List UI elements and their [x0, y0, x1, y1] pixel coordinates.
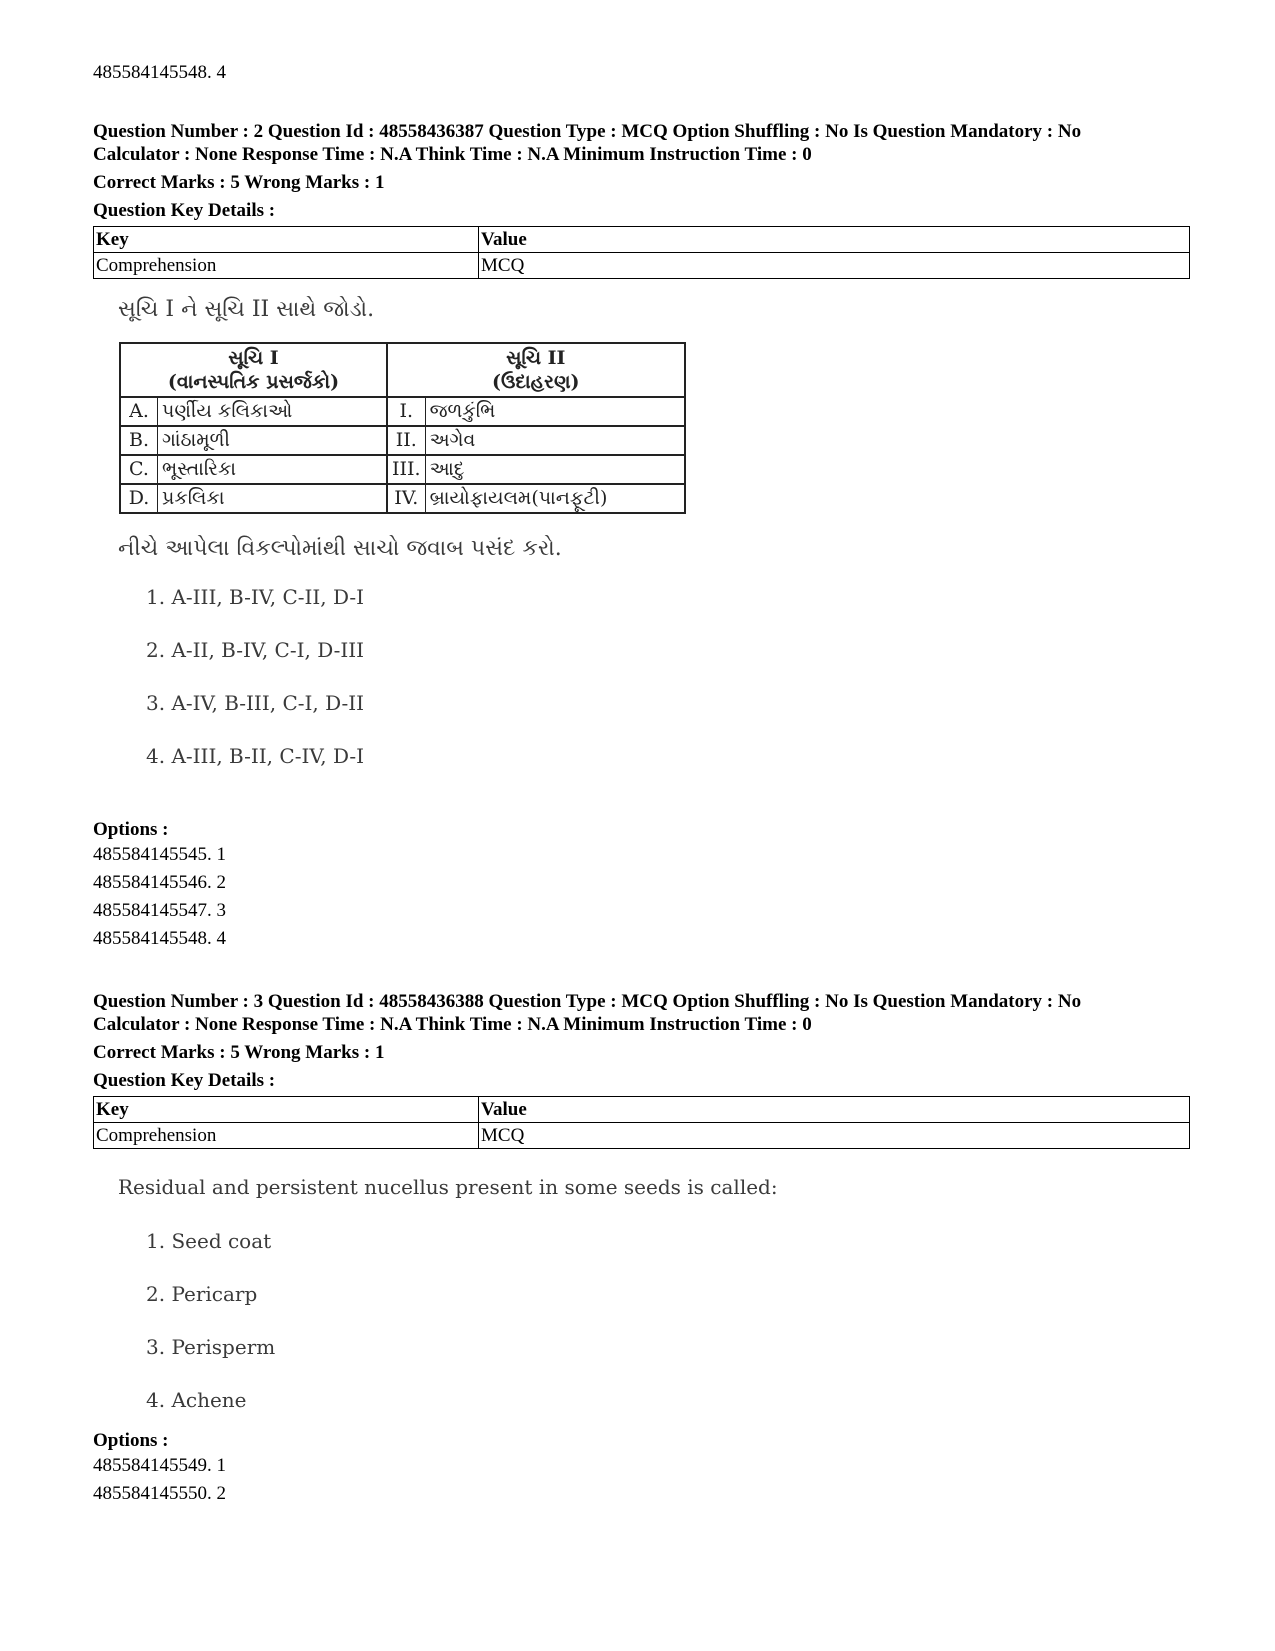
key-details-table — [93, 226, 1190, 279]
question-meta-line2: Calculator : None Response Time : N.A Think Time : N.A Minimum Instruction Time : 0 — [93, 1014, 812, 1035]
answer-choice: 2. A-II, B-IV, C-I, D-III — [146, 638, 365, 662]
answer-choice: 2. Pericarp — [146, 1282, 258, 1306]
option-line: 485584145547. 3 — [93, 900, 226, 921]
option-line: 485584145548. 4 — [93, 928, 226, 949]
match-table — [119, 342, 686, 514]
question-meta-line2: Calculator : None Response Time : N.A Think Time : N.A Minimum Instruction Time : 0 — [93, 144, 812, 165]
match-text: પ્રકલિકા — [158, 484, 388, 513]
match-text: ગાંઠામૂળી — [158, 426, 388, 455]
option-line: 485584145550. 2 — [93, 1483, 226, 1504]
key-details-label: Question Key Details : — [93, 200, 276, 221]
match-row — [120, 455, 685, 484]
table-cell-value: MCQ — [479, 253, 1190, 279]
option-line: 485584145548. 4 — [93, 62, 226, 83]
question-instruction: નીચે આપેલા વિકલ્પોમાંથી સાચો જવાબ પસંદ કરો. — [118, 536, 562, 561]
match-text: આદુ — [425, 455, 685, 484]
question-title: સૂચિ I ને સૂચિ II સાથે જોડો. — [118, 297, 375, 322]
match-text: અગેવ — [425, 426, 685, 455]
match-label: IV. — [387, 484, 425, 513]
answer-choice: 4. A-III, B-II, C-IV, D-I — [146, 744, 365, 768]
match-row — [120, 484, 685, 513]
match-label: B. — [120, 426, 158, 455]
table-cell-value: MCQ — [479, 1123, 1190, 1149]
match-header-col2-subtitle: (ઉદાહરણ) — [492, 371, 580, 393]
answer-choice: 1. A-III, B-IV, C-II, D-I — [146, 585, 365, 609]
table-header-key: Key — [94, 227, 479, 253]
question-content — [93, 297, 1193, 797]
match-row — [120, 426, 685, 455]
option-line: 485584145545. 1 — [93, 844, 226, 865]
answer-choice: 3. Perisperm — [146, 1335, 276, 1359]
match-text: ભૂસ્તારિકા — [158, 455, 388, 484]
match-label: II. — [387, 426, 425, 455]
table-row — [94, 253, 1190, 279]
match-header-col2 — [387, 343, 685, 397]
match-header-col1-subtitle: (વાનસ્પતિક પ્રસર્જકો) — [167, 371, 340, 393]
match-label: III. — [387, 455, 425, 484]
match-text: જળકુંભિ — [425, 397, 685, 426]
table-header-value: Value — [479, 227, 1190, 253]
match-header-col1-title: સૂચિ I — [228, 347, 279, 369]
answer-choice: 1. Seed coat — [146, 1229, 272, 1253]
answer-choices — [146, 1229, 1193, 1441]
answer-choice: 4. Achene — [146, 1388, 247, 1412]
answer-choices — [146, 585, 1193, 797]
table-header-value: Value — [479, 1097, 1190, 1123]
options-label: Options : — [93, 819, 169, 840]
question-content — [93, 1175, 1193, 1441]
match-row — [120, 397, 685, 426]
options-block-2 — [93, 818, 1193, 953]
match-header-col1 — [120, 343, 387, 397]
options-label: Options : — [93, 1430, 169, 1451]
table-header-row — [94, 227, 1190, 253]
question-meta-line1: Question Number : 2 Question Id : 48558436387 Question Type : MCQ Option Shuffling : No Is Question Mandatory : No — [93, 121, 1082, 142]
question-marks: Correct Marks : 5 Wrong Marks : 1 — [93, 172, 385, 193]
match-label: I. — [387, 397, 425, 426]
question-marks: Correct Marks : 5 Wrong Marks : 1 — [93, 1042, 385, 1063]
question-text: Residual and persistent nucellus present in some seeds is called: — [118, 1175, 778, 1199]
option-line: 485584145549. 1 — [93, 1455, 226, 1476]
table-row — [94, 1123, 1190, 1149]
match-label: D. — [120, 484, 158, 513]
match-label: C. — [120, 455, 158, 484]
match-header-col2-title: સૂચિ II — [506, 347, 566, 369]
table-cell-key: Comprehension — [94, 253, 479, 279]
table-header-row — [94, 1097, 1190, 1123]
match-text: બ્રાયોફાયલમ(પાનફૂટી) — [425, 484, 685, 513]
key-details-table — [93, 1096, 1190, 1149]
options-block-3 — [93, 1429, 1193, 1508]
match-label: A. — [120, 397, 158, 426]
table-header-key: Key — [94, 1097, 479, 1123]
question-block-3 — [93, 990, 1193, 1441]
table-cell-key: Comprehension — [94, 1123, 479, 1149]
question-meta-line1: Question Number : 3 Question Id : 48558436388 Question Type : MCQ Option Shuffling : No Is Question Mandatory : No — [93, 991, 1082, 1012]
match-text: પર્ણીય કલિકાઓ — [158, 397, 388, 426]
answer-choice: 3. A-IV, B-III, C-I, D-II — [146, 691, 365, 715]
key-details-label: Question Key Details : — [93, 1070, 276, 1091]
match-header-row — [120, 343, 685, 397]
option-line: 485584145546. 2 — [93, 872, 226, 893]
question-block-2 — [93, 120, 1193, 797]
